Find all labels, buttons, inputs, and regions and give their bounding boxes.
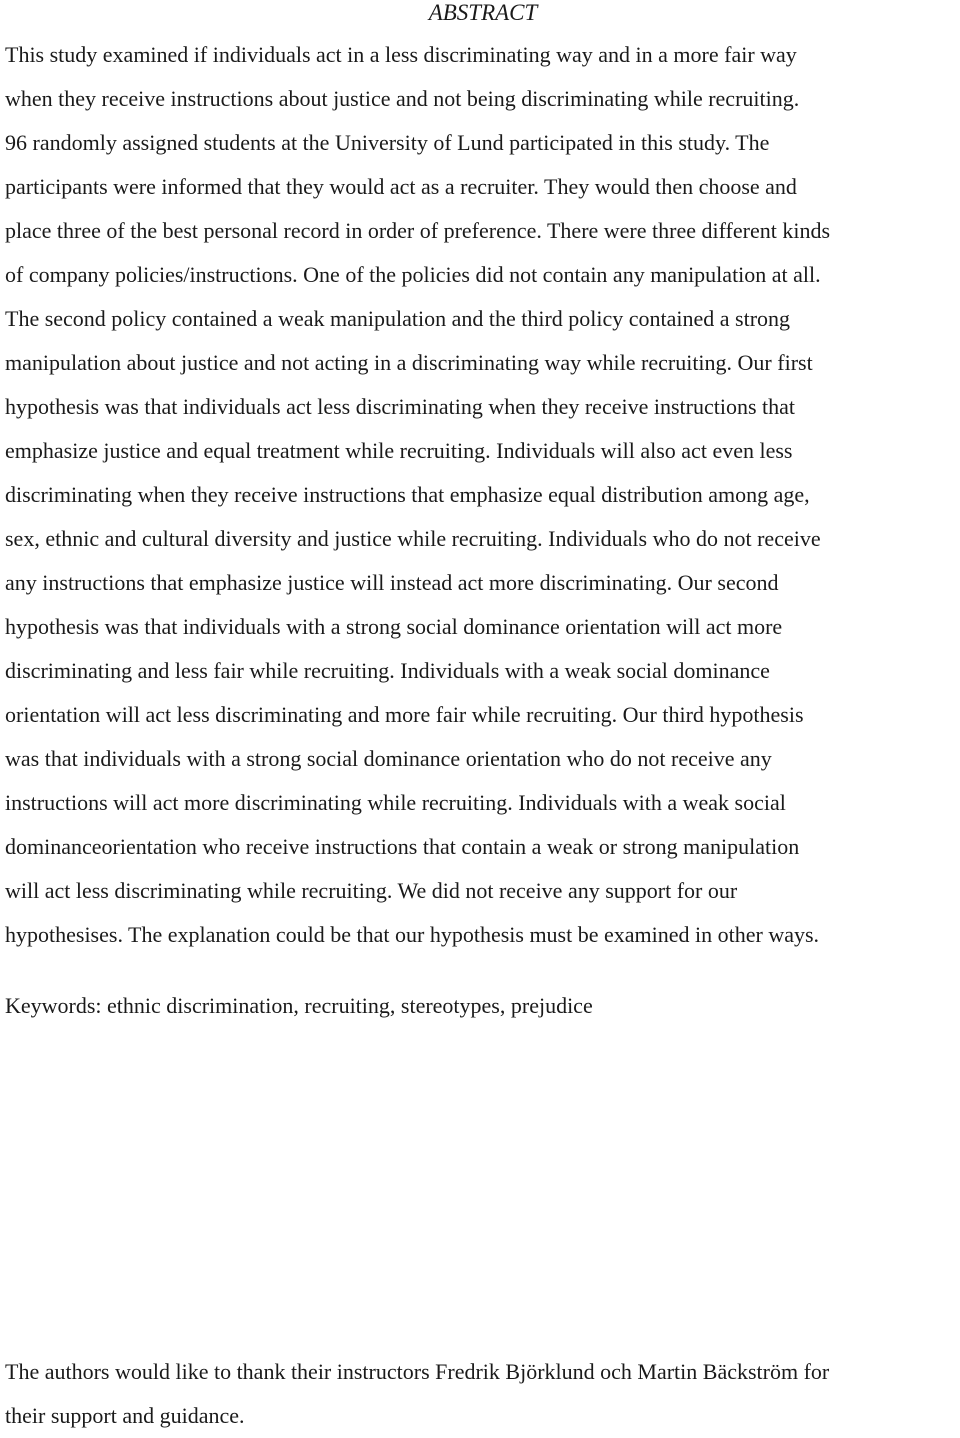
abstract-line: of company policies/instructions. One of the policies did not contain any manipulation at all. xyxy=(5,262,821,287)
abstract-line: orientation will act less discriminating and more fair while recruiting. Our third hypothesis xyxy=(5,702,804,727)
acknowledgement-paragraph xyxy=(5,1350,960,1438)
abstract-line: hypothesis was that individuals act less discriminating when they receive instructions that xyxy=(5,394,796,419)
acknowledgement-line: The authors would like to thank their instructors Fredrik Björklund och Martin Bäckström for xyxy=(5,1359,830,1384)
abstract-line: The second policy contained a weak manipulation and the third policy contained a strong xyxy=(5,306,791,331)
abstract-line: was that individuals with a strong social dominance orientation who do not receive any xyxy=(5,746,772,771)
abstract-line: hypothesises. The explanation could be that our hypothesis must be examined in other ways. xyxy=(5,922,820,947)
abstract-paragraph xyxy=(5,33,960,957)
keywords-line: Keywords: ethnic discrimination, recruiting, stereotypes, prejudice xyxy=(5,993,593,1018)
abstract-line: dominanceorientation who receive instructions that contain a weak or strong manipulation xyxy=(5,834,800,859)
abstract-line: when they receive instructions about justice and not being discriminating while recruiting. xyxy=(5,86,800,111)
abstract-line: participants were informed that they would act as a recruiter. They would then choose and xyxy=(5,174,797,199)
abstract-line: emphasize justice and equal treatment while recruiting. Individuals will also act even less xyxy=(5,438,793,463)
acknowledgement-line: their support and guidance. xyxy=(5,1403,245,1428)
abstract-line: instructions will act more discriminating while recruiting. Individuals with a weak social xyxy=(5,790,786,815)
abstract-line: sex, ethnic and cultural diversity and justice while recruiting. Individuals who do not receive xyxy=(5,526,821,551)
abstract-line: hypothesis was that individuals with a strong social dominance orientation will act more xyxy=(5,614,783,639)
abstract-title: ABSTRACT xyxy=(428,0,538,25)
abstract-line: discriminating and less fair while recruiting. Individuals with a weak social dominance xyxy=(5,658,770,683)
abstract-line: place three of the best personal record in order of preference. There were three different kinds xyxy=(5,218,830,243)
abstract-line: manipulation about justice and not acting in a discriminating way while recruiting. Our first xyxy=(5,350,813,375)
abstract-line: will act less discriminating while recruiting. We did not receive any support for our xyxy=(5,878,738,903)
abstract-line: any instructions that emphasize justice will instead act more discriminating. Our second xyxy=(5,570,779,595)
abstract-line: This study examined if individuals act in a less discriminating way and in a more fair way xyxy=(5,42,797,67)
abstract-line: discriminating when they receive instructions that emphasize equal distribution among age, xyxy=(5,482,810,507)
abstract-line: 96 randomly assigned students at the University of Lund participated in this study. The xyxy=(5,130,770,155)
